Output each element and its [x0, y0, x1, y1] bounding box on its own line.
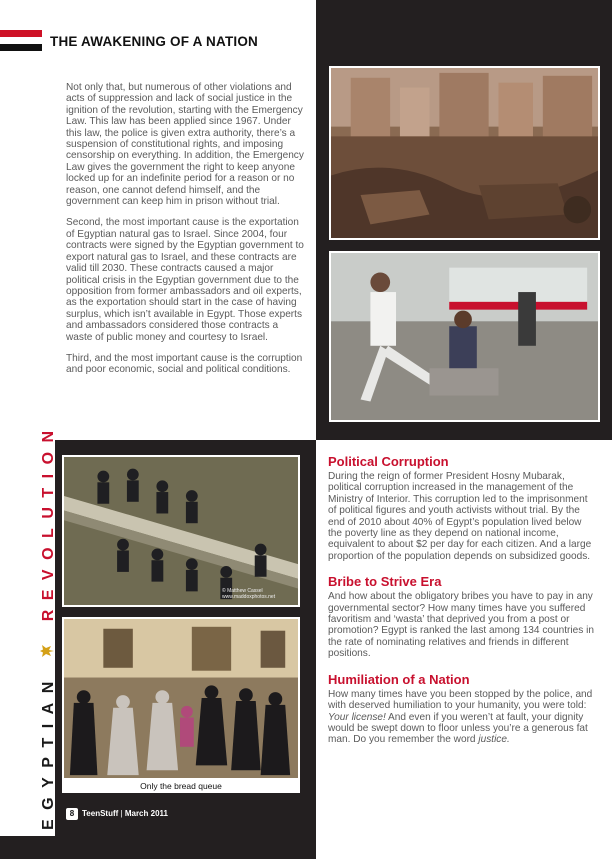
- side-banner-word-revolution: REVOLUTION: [40, 421, 57, 622]
- paragraph-gas-export: Second, the most important cause is the exportation of Egyptian natural gas to Israel. Since 2004, four contracts were signed by the Egyptian government to export natural gas to Israel, and these contracts are valid till 2030. These contracts caused a major political crisis in the Egyptian government due to the opposition from former ambassadors and oil experts, as the exportation should start in the case of having surplus, which isn’t available in Egypt. Those experts and ambassadors considered those contracts a waste of public money and courtesy to Israel.: [66, 217, 304, 343]
- heading-humiliation: Humiliation of a Nation: [328, 671, 470, 687]
- left-column-text: [66, 82, 306, 386]
- slum-photo: [329, 66, 600, 240]
- paragraph-emergency-law: Not only that, but numerous of other violations and acts of suppression and lack of social justice in the ignition of the revolution, starting with the Emergency Law. This law has been applied since 1967. Under this law, the police is given extra authority, there’s a suspension of constitutional rights, and imposing censorship on everything. In addition, the Emergency Law gives the government the right to keep anyone locked up for an indefinite period for a reason or no reason, one cannot defend himself, and the government can keep him in prison without trial.: [66, 82, 304, 208]
- side-banner-word-egyptian: EGYPTIAN: [40, 672, 57, 830]
- text-political-corruption: During the reign of former President Hosny Mubarak, political corruption increased in the management of the Ministry of Interior. This corruption led to the imprisonment of political figures and youth activists without trial. By the end of 2010 about 40% of Egypt’s population lived below the poverty line as they depend on national income, equivalent to about $2 per day for each citizen. And a large proportion of the population depends on subsidized goods.: [328, 471, 592, 562]
- page-number: 8: [66, 808, 78, 820]
- page-title: THE AWAKENING OF A NATION: [50, 34, 258, 49]
- eagle-icon: [39, 644, 55, 658]
- egypt-flag-icon: [0, 30, 42, 51]
- photo-caption: Only the bread queue: [62, 780, 300, 793]
- issue-date: March 2011: [124, 809, 168, 818]
- heading-bribe-era: Bribe to Strive Era: [328, 574, 442, 590]
- right-column-text: [328, 454, 598, 758]
- text-humiliation: How many times have you been stopped by the police, and with deserved humiliation to your humanity, you were told: Your license! And even if you weren’t at fault, your dignity would be swept down to floor unless you’re a generous fat man. Do you remember the word justice.: [328, 688, 593, 746]
- text-bribe-era: And how about the obligatory bribes you have to pay in any governmental sector? How many times have you suffered favoritism and ‘wasta’ that deprived you from a post or promotion? Egypt is ranked the last among 134 countries in the rate of nominating relatives and friends in different positions.: [328, 591, 594, 660]
- magazine-name: TeenStuff: [82, 809, 119, 818]
- paragraph-corruption: Third, and the most important cause is the corruption and poor economic, social and political conditions.: [66, 352, 303, 376]
- police-beating-photo: [329, 251, 600, 422]
- side-banner: [39, 421, 58, 830]
- photo-credit: © Matthew Cassel www.maddoxphotos.net: [222, 588, 276, 600]
- riot-police-photo: [62, 455, 300, 607]
- footer-black-strip: [0, 836, 316, 859]
- heading-political-corruption: Political Corruption: [328, 454, 449, 469]
- page-footer: 8 TeenStuff | March 2011: [66, 808, 168, 822]
- bread-queue-photo: [62, 617, 300, 780]
